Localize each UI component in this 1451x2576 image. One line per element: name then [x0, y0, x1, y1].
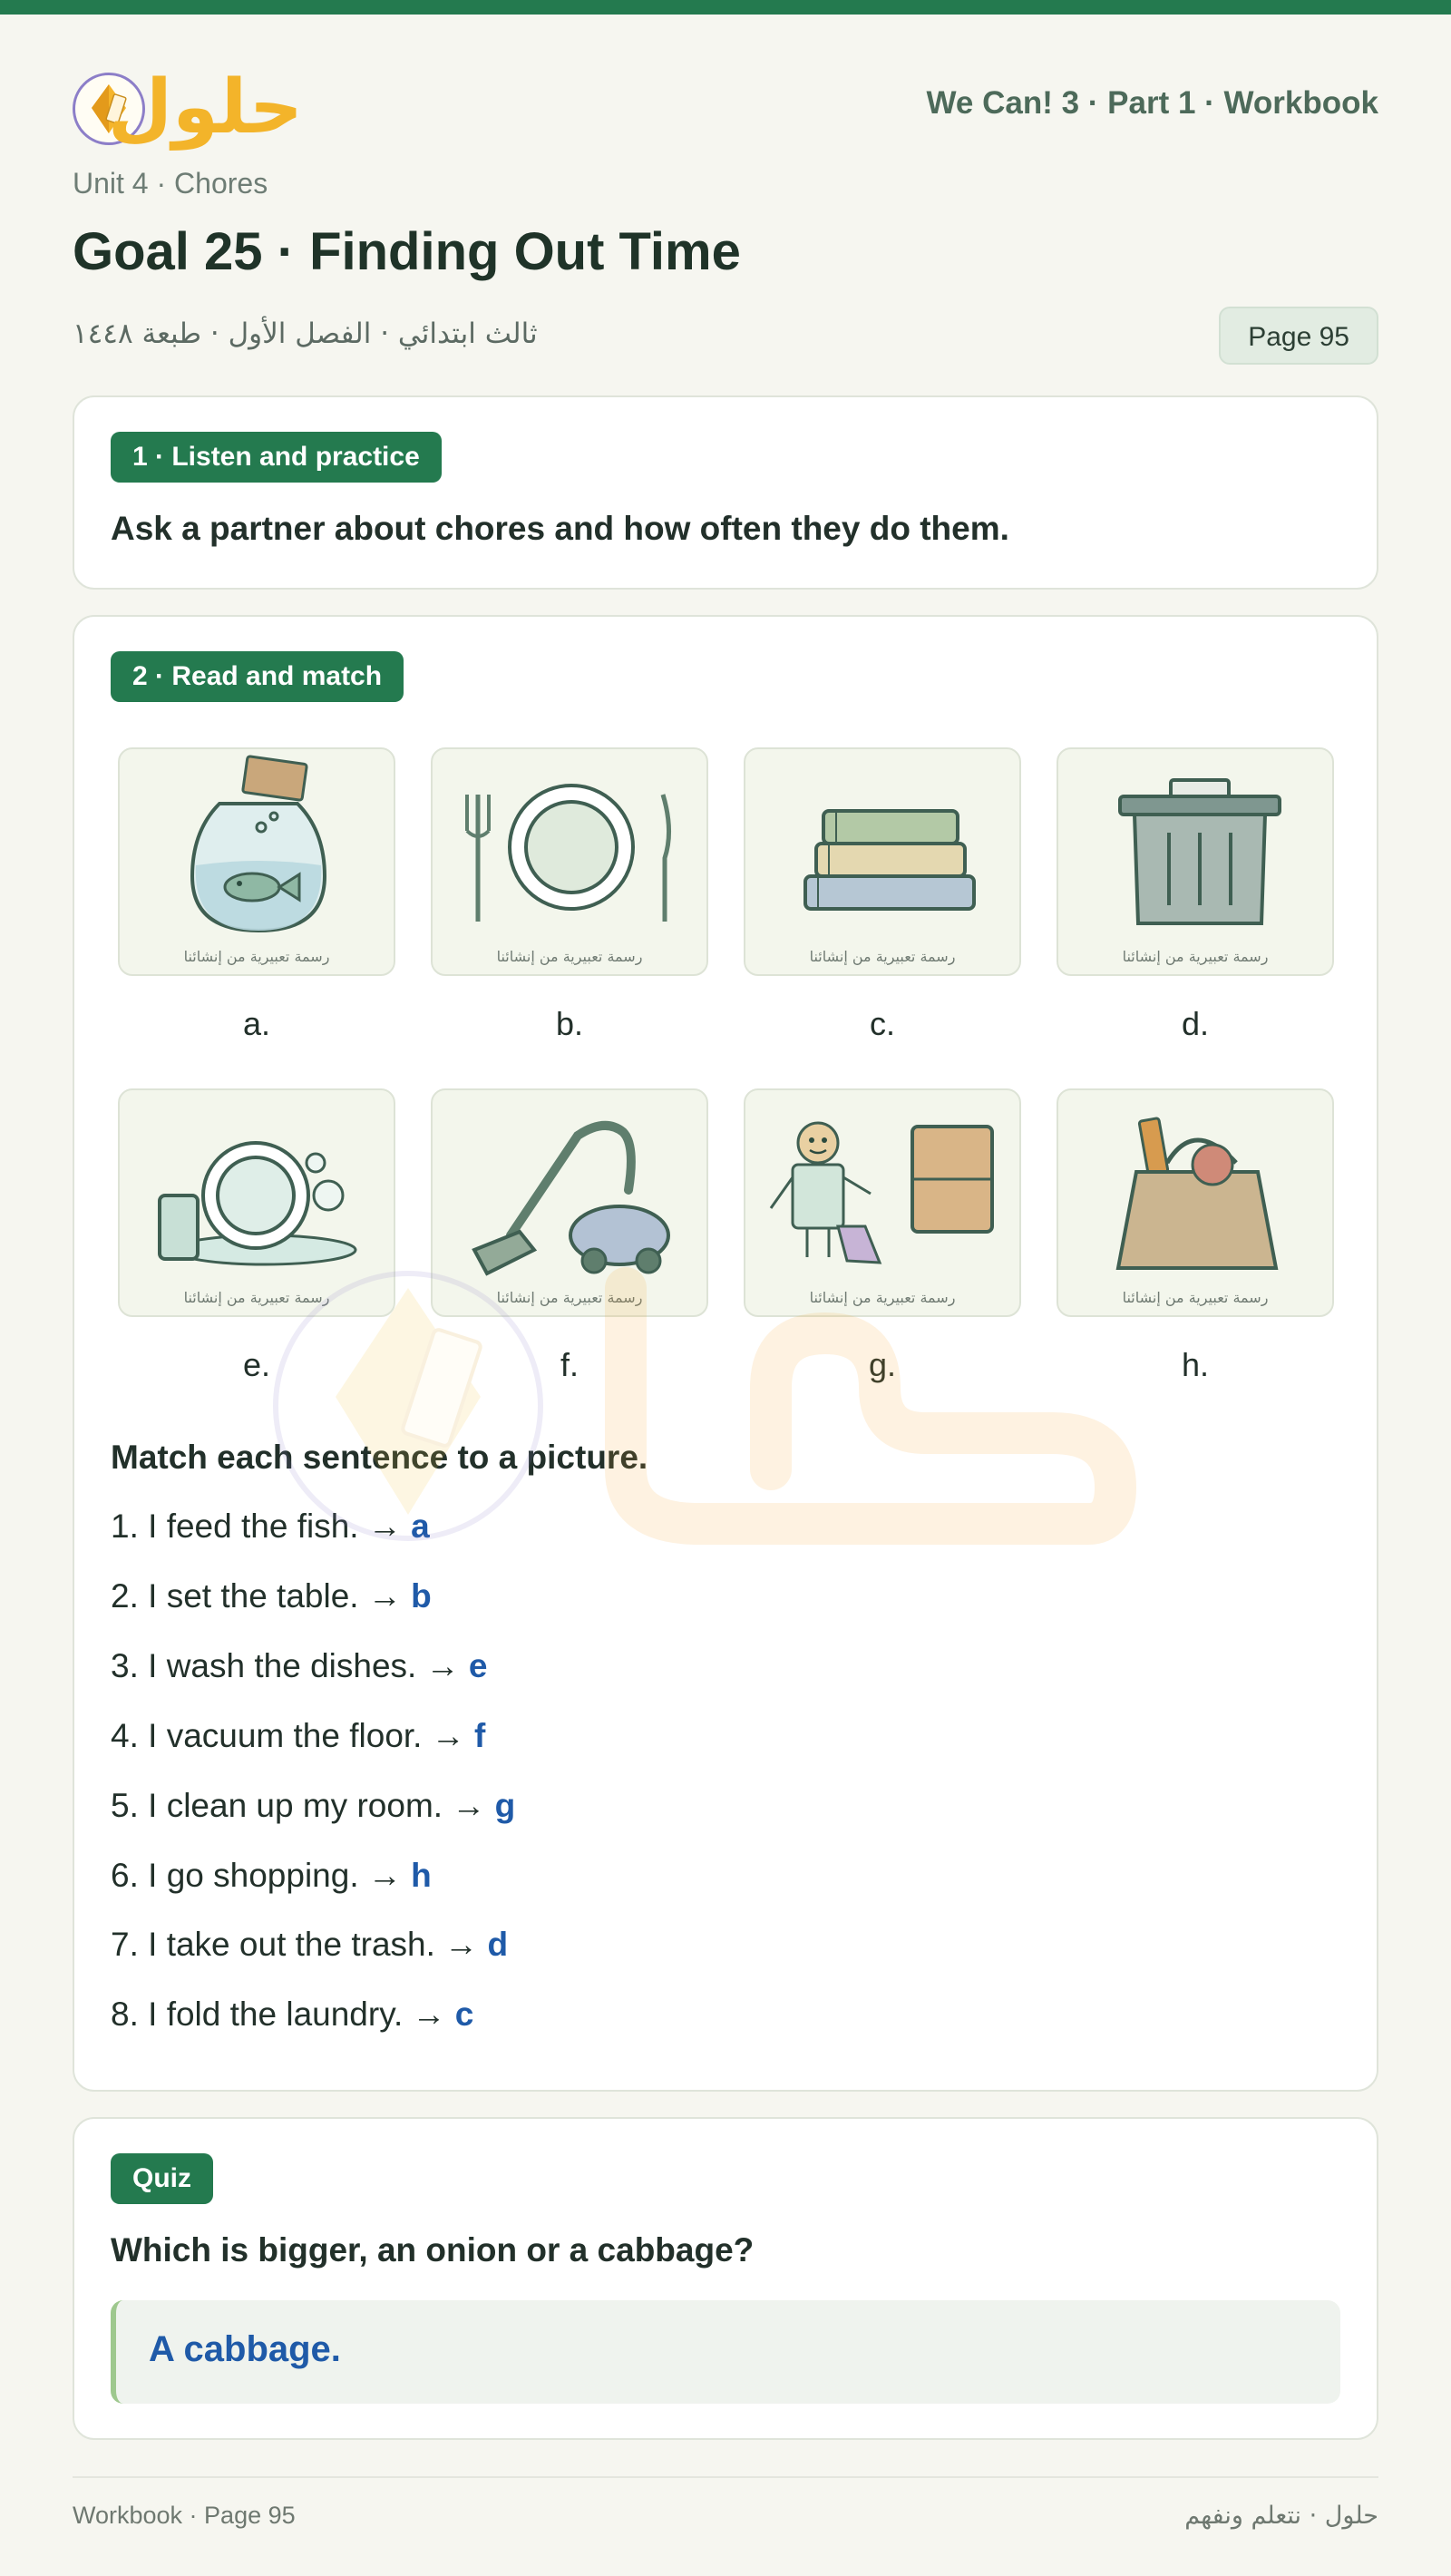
svg-text:حلول: حلول: [107, 64, 303, 151]
table-setting-icon: [433, 749, 710, 978]
shopping-bag-icon: [1058, 1090, 1336, 1319]
picture-card-h[interactable]: [1057, 1088, 1334, 1317]
section-read-match: [73, 615, 1378, 2092]
match-sentence-5: 5. I clean up my room. → g: [111, 1787, 516, 1824]
match-sentence-7: 7. I take out the trash. → d: [111, 1926, 509, 1963]
quiz-answer-box: [111, 2300, 1340, 2404]
picture-card-d[interactable]: [1057, 747, 1334, 976]
match-answer: g: [494, 1787, 516, 1824]
match-answer: c: [454, 1995, 474, 2033]
cleaning-room-icon: [745, 1090, 1023, 1319]
match-sentence-3: 3. I wash the dishes. → e: [111, 1647, 488, 1684]
section-chip: Quiz: [111, 2153, 213, 2204]
unit-label: Unit 4 · Chores: [73, 167, 268, 200]
fishbowl-icon: [120, 749, 397, 978]
match-sentence-1: 1. I feed the fish. → a: [111, 1508, 430, 1545]
picture-letter-g: g.: [868, 1346, 897, 1383]
picture-letter-e: e.: [242, 1346, 271, 1383]
picture-letter-b: b.: [555, 1005, 584, 1042]
match-sentence-4: 4. I vacuum the floor. → f: [111, 1717, 486, 1754]
page-header: [73, 60, 1378, 151]
picture-caption: رسمة تعبيرية من إنشائنا: [496, 1289, 643, 1306]
picture-caption: رسمة تعبيرية من إنشائنا: [183, 948, 330, 965]
picture-caption: رسمة تعبيرية من إنشائنا: [809, 948, 956, 965]
picture-card-f[interactable]: [431, 1088, 708, 1317]
picture-card-g[interactable]: [744, 1088, 1021, 1317]
section-chip: 2 · Read and match: [111, 651, 404, 702]
section-listen-practice: [73, 395, 1378, 590]
match-answer: h: [411, 1857, 432, 1894]
picture-letter-f: f.: [560, 1346, 579, 1383]
page-title: Goal 25 · Finding Out Time: [73, 222, 741, 281]
section-prompt: Ask a partner about chores and how often they do them.: [111, 510, 1009, 547]
match-answer: b: [411, 1577, 432, 1615]
picture-caption: رسمة تعبيرية من إنشائنا: [1122, 948, 1269, 965]
picture-card-c[interactable]: [744, 747, 1021, 976]
match-sentence-8: 8. I fold the laundry. → c: [111, 1995, 474, 2033]
picture-letter-a: a.: [242, 1005, 271, 1042]
quiz-question: Which is bigger, an onion or a cabbage?: [111, 2231, 755, 2269]
logo-wordmark: [107, 60, 308, 151]
folded-laundry-icon: [745, 749, 1023, 978]
footer-right: حلول · نتعلم ونفهم: [1184, 2502, 1378, 2530]
picture-caption: رسمة تعبيرية من إنشائنا: [809, 1289, 956, 1306]
picture-caption: رسمة تعبيرية من إنشائنا: [496, 948, 643, 965]
trash-can-icon: [1058, 749, 1336, 978]
match-sentence-2: 2. I set the table. → b: [111, 1577, 432, 1615]
vacuum-cleaner-icon: [433, 1090, 710, 1319]
washing-dishes-icon: [120, 1090, 397, 1319]
picture-card-b[interactable]: [431, 747, 708, 976]
footer-left: Workbook · Page 95: [73, 2502, 296, 2529]
picture-card-a[interactable]: [118, 747, 395, 976]
picture-letter-h: h.: [1181, 1346, 1210, 1383]
match-answer: f: [474, 1717, 486, 1754]
arabic-subtitle: ثالث ابتدائي · الفصل الأول · طبعة ١٤٤٨: [73, 317, 538, 350]
brand-logo[interactable]: [73, 60, 308, 151]
section-chip: 1 · Listen and practice: [111, 432, 442, 483]
quiz-answer: A cabbage.: [149, 2329, 341, 2369]
picture-letter-c: c.: [869, 1005, 895, 1042]
series-title: We Can! 3 · Part 1 · Workbook: [926, 85, 1378, 121]
match-instruction: Match each sentence to a picture.: [111, 1439, 648, 1476]
section-quiz: [73, 2117, 1378, 2440]
footer-divider: [73, 2476, 1378, 2478]
top-accent-bar: [0, 0, 1451, 15]
match-answer: e: [468, 1647, 488, 1684]
picture-caption: رسمة تعبيرية من إنشائنا: [183, 1289, 330, 1306]
match-sentence-6: 6. I go shopping. → h: [111, 1857, 432, 1894]
picture-letter-d: d.: [1181, 1005, 1210, 1042]
match-answer: d: [487, 1926, 509, 1963]
picture-caption: رسمة تعبيرية من إنشائنا: [1122, 1289, 1269, 1306]
page-badge: Page 95: [1219, 307, 1378, 365]
picture-card-e[interactable]: [118, 1088, 395, 1317]
match-answer: a: [411, 1508, 430, 1545]
